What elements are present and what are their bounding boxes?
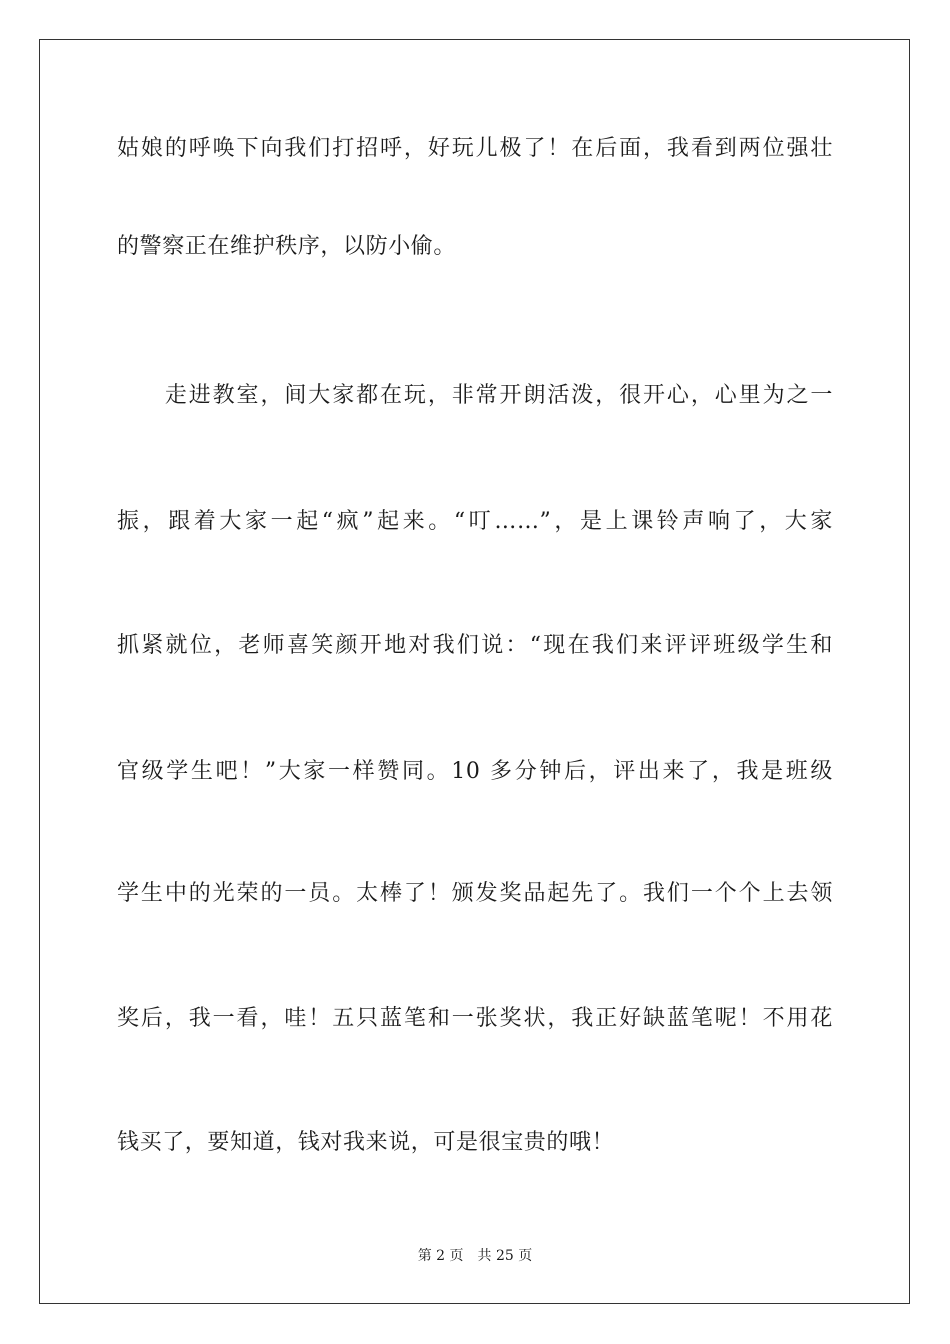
- body-text-line: 姑娘的呼唤下向我们打招呼，好玩儿极了！在后面，我看到两位强壮: [117, 136, 833, 161]
- body-text-line: 钱买了，要知道，钱对我来说，可是很宝贵的哦！: [117, 1130, 615, 1155]
- page-number: 第 2 页: [417, 1248, 464, 1264]
- body-text-line: 奖后，我一看，哇！五只蓝笔和一张奖状，我正好缺蓝笔呢！不用花: [117, 1006, 833, 1031]
- body-text-line: 振，跟着大家一起“疯”起来。“叮……”，是上课铃声响了，大家: [117, 509, 833, 534]
- body-text-line: 学生中的光荣的一员。太棒了！颁发奖品起先了。我们一个个上去领: [117, 881, 833, 906]
- body-text-line: 的警察正在维护秩序，以防小偷。: [117, 234, 457, 259]
- body-text-line: 抓紧就位，老师喜笑颜开地对我们说：“现在我们来评评班级学生和: [117, 633, 833, 658]
- paragraph-start-line: 走进教室，间大家都在玩，非常开朗活泼，很开心，心里为之一: [117, 383, 833, 408]
- body-text-line: 官级学生吧！”大家一样赞同。10 多分钟后，评出来了，我是班级: [117, 759, 833, 784]
- page-footer: [0, 1247, 950, 1265]
- page-border: [39, 39, 910, 1304]
- total-pages: 共 25 页: [477, 1248, 533, 1264]
